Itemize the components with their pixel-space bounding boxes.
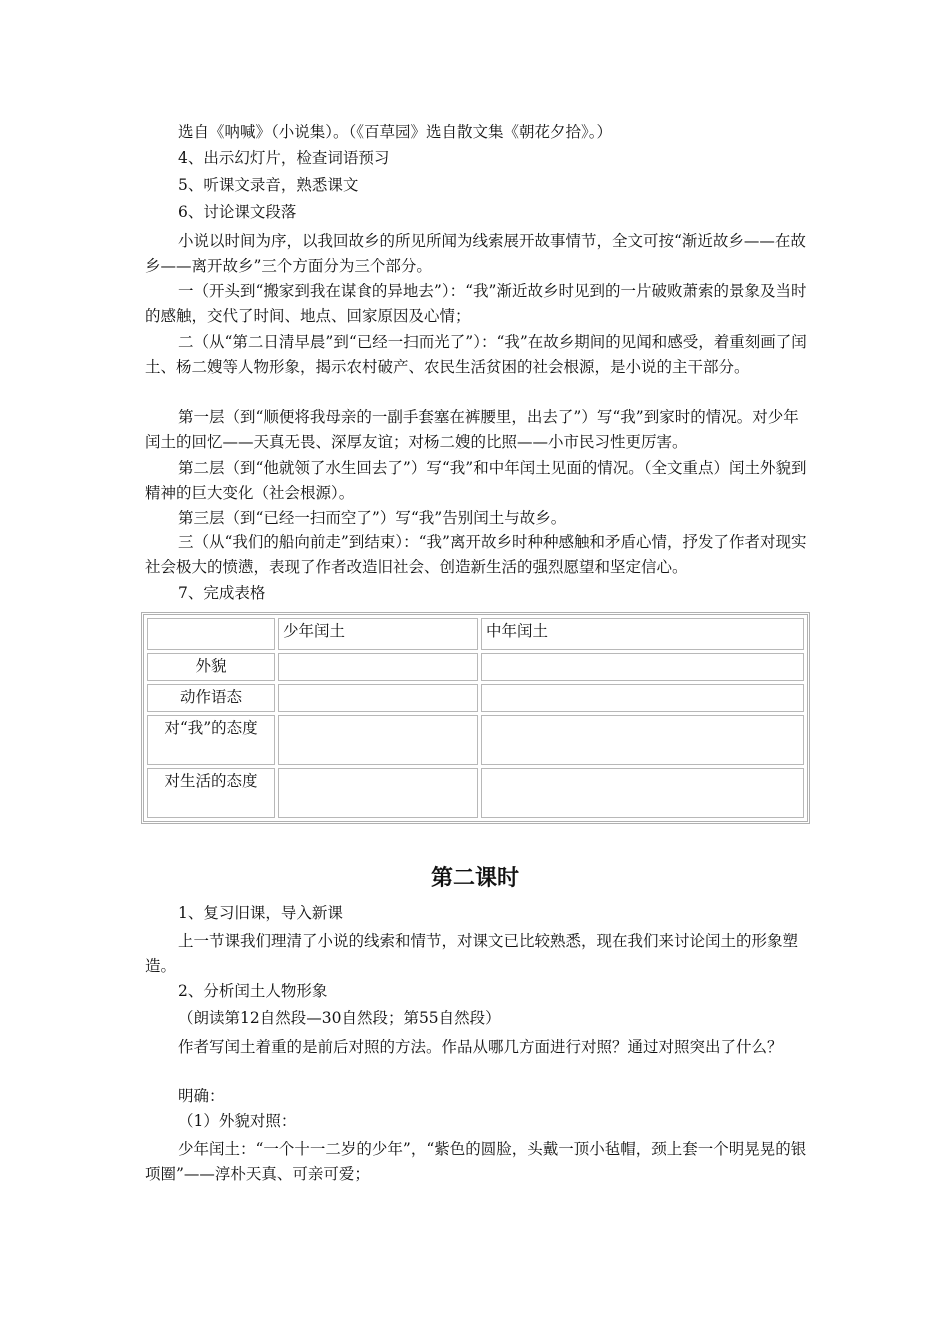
paragraph: 4、出示幻灯片，检查词语预习: [178, 149, 390, 167]
paragraph: 第三层（到“已经一扫而空了”）写“我”告别闰土与故乡。: [178, 509, 567, 527]
table-cell: [278, 715, 478, 765]
table-cell: [278, 768, 478, 818]
paragraph: 第二层（到“他就领了水生回去了”）写“我”和中年闰土见面的情况。（全文重点）闰土外貌到精神的巨大变化（社会根源）。: [145, 459, 807, 502]
paragraph: 明确：: [178, 1087, 225, 1105]
paragraph: 7、完成表格: [178, 584, 266, 602]
table-row: [147, 684, 804, 712]
paragraph: 6、讨论课文段落: [178, 203, 297, 221]
table-row-label: 外貌: [147, 653, 275, 681]
section-title: 第二课时: [430, 866, 519, 891]
paragraph: 小说以时间为序，以我回故乡的所见所闻为线索展开故事情节，全文可按“渐近故乡——在故乡——离开故乡”三个方面分为三个部分。: [145, 232, 806, 275]
paragraph: 作者写闰土着重的是前后对照的方法。作品从哪几方面进行对照？通过对照突出了什么？: [178, 1038, 783, 1056]
paragraph: 上一节课我们理清了小说的线索和情节，对课文已比较熟悉，现在我们来讨论闰土的形象塑造。: [145, 932, 799, 975]
paragraph: 二（从“第二日清早晨”到“已经一扫而光了”）：“我”在故乡期间的见闻和感受，着重刻画了闰土、杨二嫂等人物形象，揭示农村破产、农民生活贫困的社会根源，是小说的主干部分。: [145, 333, 807, 376]
table-header-cell: 少年闰土: [278, 618, 478, 650]
paragraph: 第一层（到“顺便将我母亲的一副手套塞在裤腰里，出去了”）写“我”到家时的情况。对少年闰土的回忆——天真无畏、深厚友谊；对杨二嫂的比照——小市民习性更厉害。: [145, 408, 799, 451]
table-row-label: 对生活的态度: [147, 768, 275, 818]
paragraph: （朗读第12自然段—30自然段；第55自然段）: [178, 1009, 501, 1027]
table-cell: [278, 653, 478, 681]
table-row: [147, 768, 804, 818]
paragraph: 2、分析闰土人物形象: [178, 982, 328, 1000]
table-row: [147, 653, 804, 681]
table-header-row: [147, 618, 804, 650]
comparison-table: [141, 612, 810, 824]
table-cell: [481, 653, 804, 681]
table-cell: [481, 684, 804, 712]
paragraph: 少年闰土：“一个十一二岁的少年”，“紫色的圆脸，头戴一顶小毡帽，颈上套一个明晃晃的银项圈”——淳朴天真、可亲可爱；: [145, 1140, 807, 1183]
paragraph: （1）外貌对照：: [178, 1112, 297, 1130]
table-cell: [481, 715, 804, 765]
table-cell: [278, 684, 478, 712]
paragraph: 一（开头到“搬家到我在谋食的异地去”）：“我”渐近故乡时见到的一片破败萧索的景象及当时的感触，交代了时间、地点、回家原因及心情；: [145, 282, 807, 325]
table-cell: [481, 768, 804, 818]
table-row-label: 动作语态: [147, 684, 275, 712]
table-header-cell: 中年闰土: [481, 618, 804, 650]
paragraph: 1、复习旧课，导入新课: [178, 904, 343, 922]
table-row-label: 对“我”的态度: [147, 715, 275, 765]
paragraph: 选自《呐喊》（小说集）。（《百草园》选自散文集《朝花夕拾》。）: [178, 123, 613, 141]
paragraph: 三（从“我们的船向前走”到结束）：“我”离开故乡时种种感触和矛盾心情，抒发了作者对现实社会极大的愤懑，表现了作者改造旧社会、创造新生活的强烈愿望和坚定信心。: [145, 533, 807, 576]
paragraph: 5、听课文录音，熟悉课文: [178, 176, 359, 194]
table-header-cell: [147, 618, 275, 650]
table-row: [147, 715, 804, 765]
